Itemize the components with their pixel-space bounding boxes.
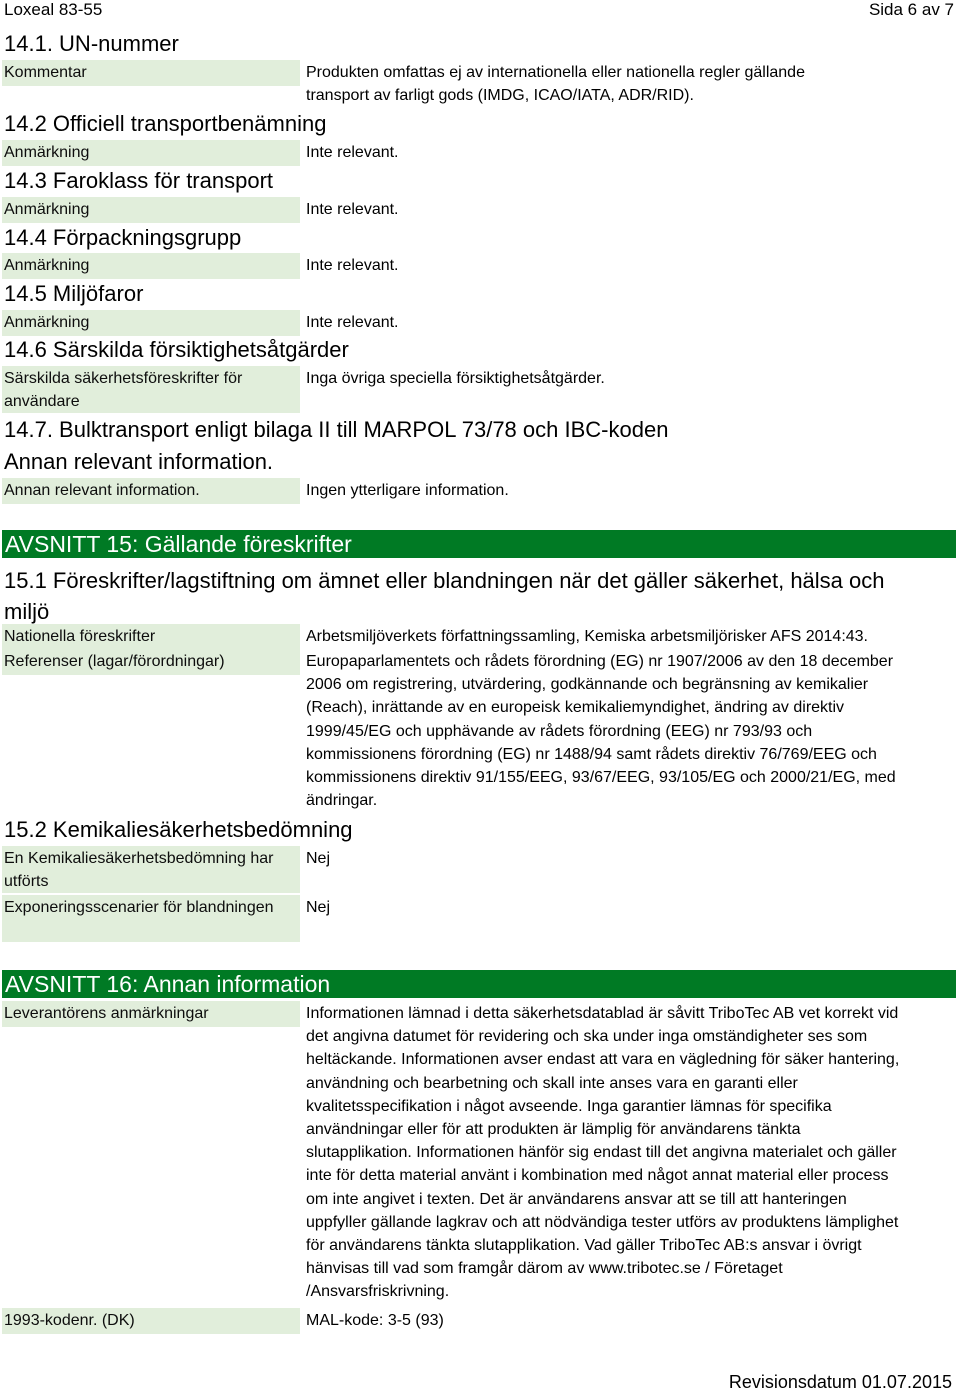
heading-14-6: 14.6 Särskilda försiktighetsåtgärder <box>4 337 349 362</box>
value-anmarkning-14-4: Inte relevant. <box>306 257 399 274</box>
label-anmarkning-14-4: Anmärkning <box>2 253 300 279</box>
heading-15-2: 15.2 Kemikaliesäkerhetsbedömning <box>4 817 353 842</box>
value-annan: Ingen ytterligare information. <box>306 482 509 499</box>
value-referenser: Europaparlamentets och rådets förordning (EG) nr 1907/2006 av den 18 december 2006 om registrering, utvärdering, godkännande och begränsning av kemikalier (Reach), inrättande av en europeisk kemikaliemyndighet, ändring av direktiv 1999/45/EG och upphävande av rådets förordning (EEG) nr 793/93 och kommissionens förordning (EG) nr 1488/94 samt rådets direktiv 76/769/EEG och kommissionens direktiv 91/155/EEG, 93/67/EEG, 93/105/EG och 2000/21/EG, med ändringar. <box>306 653 896 810</box>
heading-14-4: 14.4 Förpackningsgrupp <box>4 225 242 250</box>
label-kodenr: 1993-kodenr. (DK) <box>2 1308 300 1334</box>
heading-14-5: 14.5 Miljöfaror <box>4 281 144 306</box>
value-leverantor: Informationen lämnad i detta säkerhetsdatablad är såvitt TriboTec AB vet korrekt vid det angivna datumet för revidering och ska under inga omständigheter ses som heltäckande. Informationen avser endast att vara en vägledning för säker hantering, användning och bearbetning och skall inte anses vara en garanti eller kvalitetsspecifikation i något avseende. Inga garantier lämnas för specifika användningar eller för att produkten är lämplig för användarens tänkta slutapplikation. Informationen hänför sig endast till det angivna materialet och gäller inte för detta material använt i kombination med något annat material eller process om inte angivet i texten. Det är användarens ansvar att se till att hanteringen uppfyller gällande lagkrav och att nödvändiga tester utförs av produktens lämplighet för användarens tänkta slutapplikation. Vad gäller TriboTec AB:s ansvar i övrigt hänvisas till vad som framgår därom av www.tribotec.se / Företaget /Ansvarsfriskrivning. <box>306 1005 900 1301</box>
heading-14-2: 14.2 Officiell transportbenämning <box>4 111 327 136</box>
value-exponering: Nej <box>306 899 331 916</box>
section-15-bar: AVSNITT 15: Gällande föreskrifter <box>2 530 956 558</box>
section-16-bar: AVSNITT 16: Annan information <box>2 970 956 998</box>
product-name: Loxeal 83-55 <box>4 0 103 19</box>
heading-14-7: 14.7. Bulktransport enligt bilaga II till MARPOL 73/78 och IBC-koden <box>4 417 669 442</box>
value-anmarkning-14-2: Inte relevant. <box>306 144 399 161</box>
label-nationella: Nationella föreskrifter <box>2 624 300 650</box>
label-ksb: En Kemikaliesäkerhetsbedömning har utförts <box>2 846 300 893</box>
label-leverantor: Leverantörens anmärkningar <box>2 1001 300 1027</box>
label-sarskilda: Särskilda säkerhetsföreskrifter för användare <box>2 366 300 413</box>
revision-date: Revisionsdatum 01.07.2015 <box>728 1372 952 1392</box>
value-anmarkning-14-5: Inte relevant. <box>306 314 399 331</box>
heading-14-1: 14.1. UN-nummer <box>4 31 179 56</box>
value-sarskilda: Inga övriga speciella försiktighetsåtgärder. <box>306 370 605 387</box>
value-kommentar: Produkten omfattas ej av internationella eller nationella regler gällande transport av farligt gods (IMDG, ICAO/IATA, ADR/RID). <box>306 64 805 104</box>
label-anmarkning-14-3: Anmärkning <box>2 197 300 223</box>
page-number: Sida 6 av 7 <box>868 0 954 19</box>
label-kommentar: Kommentar <box>2 60 300 86</box>
label-exponering: Exponeringsscenarier för blandningen <box>2 895 300 942</box>
label-anmarkning-14-5: Anmärkning <box>2 310 300 336</box>
value-nationella: Arbetsmiljöverkets författningssamling, Kemiska arbetsmiljörisker AFS 2014:43. <box>306 628 868 645</box>
label-referenser: Referenser (lagar/förordningar) <box>2 649 300 675</box>
heading-15-1: 15.1 Föreskrifter/lagstiftning om ämnet eller blandningen när det gäller säkerhet, hälsa och miljö <box>4 568 885 624</box>
value-kodenr: MAL-kode: 3-5 (93) <box>306 1312 444 1329</box>
label-annan: Annan relevant information. <box>2 478 300 504</box>
label-anmarkning-14-2: Anmärkning <box>2 140 300 166</box>
value-ksb: Nej <box>306 850 331 867</box>
heading-annan: Annan relevant information. <box>4 449 274 474</box>
value-anmarkning-14-3: Inte relevant. <box>306 201 399 218</box>
heading-14-3: 14.3 Faroklass för transport <box>4 168 274 193</box>
